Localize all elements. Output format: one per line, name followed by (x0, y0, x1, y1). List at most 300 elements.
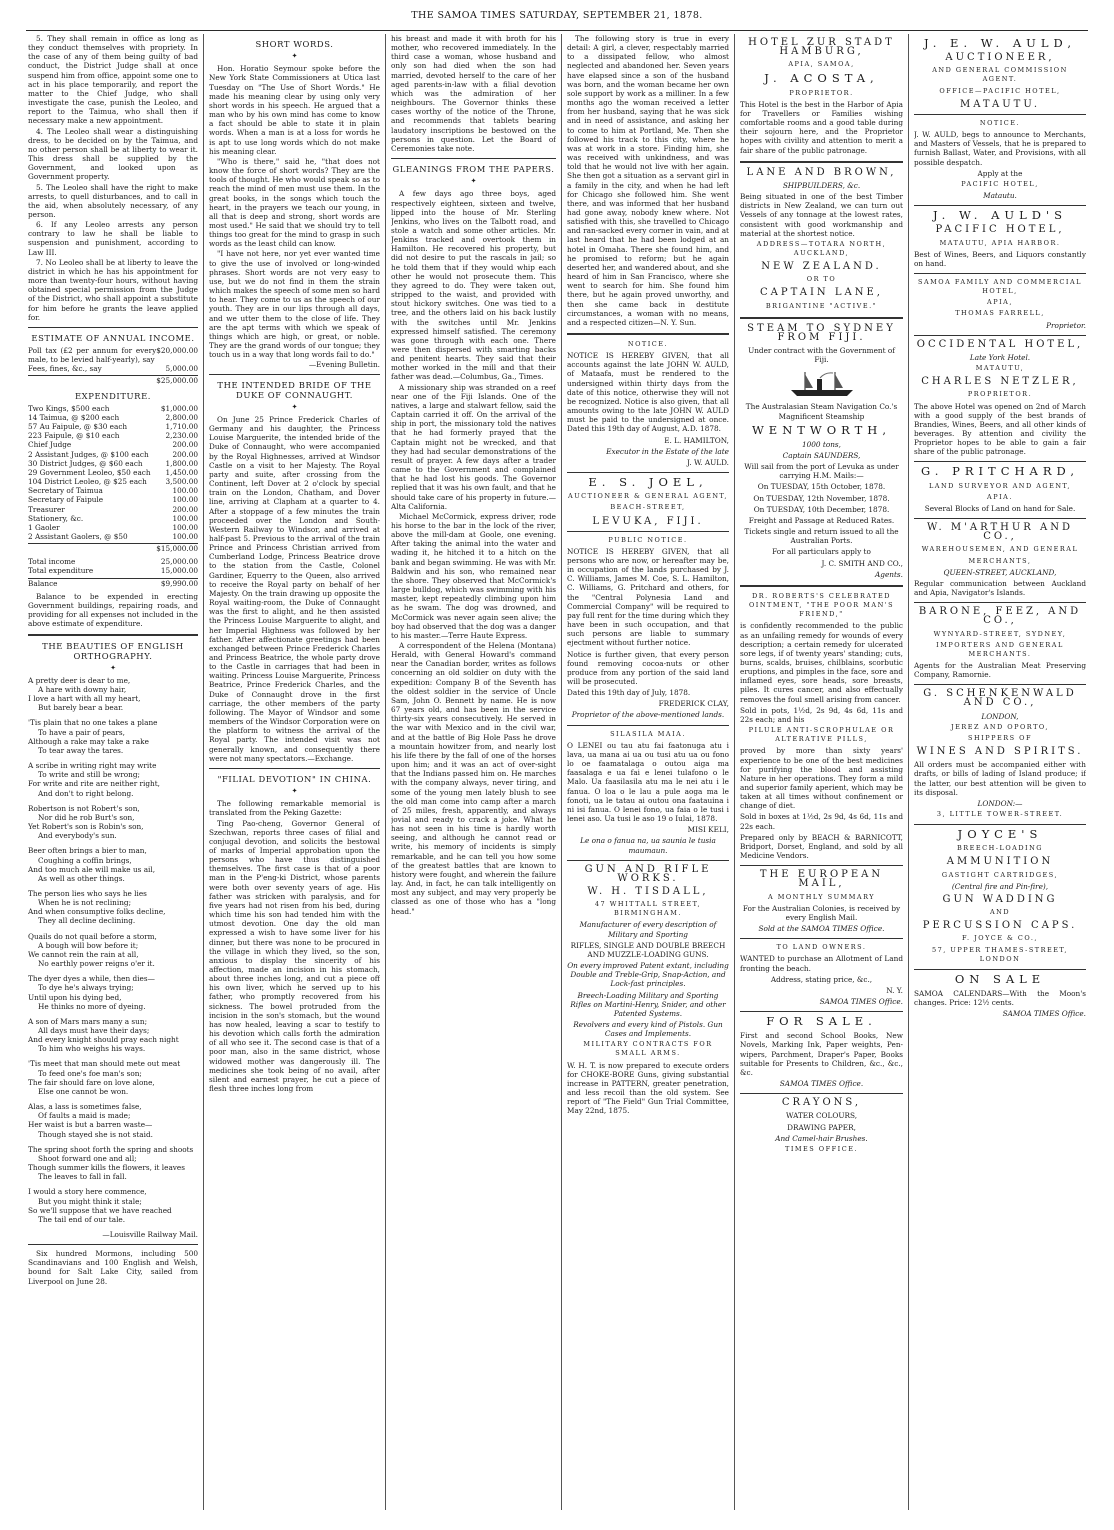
schenkenwald-advert (914, 689, 1086, 819)
advert-heading: G. PRITCHARD, (921, 464, 1079, 479)
poem-line: 'Tis plain that no one takes a plane (28, 718, 158, 728)
expenditure-table (28, 404, 198, 554)
advert-heading: LANE AND BROWN, (746, 166, 897, 178)
advert-place: LONDON, (981, 711, 1019, 721)
advert-address: 47 WHITTALL STREET, BIRMINGHAM. (594, 900, 702, 918)
poem-line: As well as other things. (38, 873, 125, 883)
advert-body: SAMOA CALENDARS—With the Moon's changes. Price: 12½ cents. (914, 989, 1086, 1008)
poem-line: Though summer kills the flowers, it leaves (28, 1163, 185, 1173)
auld-auctioneer-advert (914, 36, 1086, 110)
advert-line: The Australasian Steam Navigation Co.'s Magnificent Steamship (745, 402, 898, 421)
advert-line: PERCUSSION CAPS. (922, 920, 1078, 932)
divider (567, 860, 729, 861)
poem-line: A son of Mars mars many a sun; (28, 1016, 148, 1026)
advert-line: GUN WADDING (942, 893, 1058, 905)
advert-sub: SHIPBUILDERS, &c. (782, 180, 861, 190)
poem-line: Although a rake may take a rake (28, 736, 149, 746)
advert-address: ADDRESS—TOTARA NORTH, AUCKLAND, (756, 239, 887, 257)
notice-body: O LENEI ou tau atu fai faatonuga atu i lava, ua mana ai ua ou tusi atu ua ou fono lo oe faamatalaga o outou aiga ma faasalaga e ua fai e lenei tulafono o le Malo. Ua faasilasila atu ma le nei atu i le fanua. O loa o le lau a pule aoga ma le fonoti, ua le tatau ai outou ona faatauina i ni isi fanua. O lenei fono, ua faia o le tusi i lenei aso. Ua tusi le aso 19 o Iulai, 1878. (567, 740, 729, 824)
poem-line: Beer often brings a bier to man, (28, 846, 147, 856)
advert-heading: BARONE, FEEZ, AND CO., (918, 606, 1082, 627)
notice-body: J. W. AULD, begs to announce to Merchants, and Masters of Vessels, that he is prepared to furnish Ballast, Water, and Provisions, with all possible despatch. (914, 130, 1086, 167)
advert-body: Sold in boxes at 1½d, 2s 9d, 4s 6d, 11s and 22s each. (740, 812, 903, 831)
advert-sub: WAREHOUSEMEN, AND GENERAL (921, 545, 1079, 554)
advert-line: DRAWING PAPER, (787, 1122, 856, 1132)
advert-sub: AUCTIONEER & GENERAL AGENT, (568, 492, 728, 501)
article-paragraph: Ting Pao-cheng, Governor General of Szechwan, reports three cases of filial and conjugal devotion, and solicits the bestowal of marks of Imperial approbation upon the persons who have thus distinguished themselves. The first case is that of a poor man in the P'eng-ki District, whose parents were both over seventy years of age. His father was stricken with paralysis, and for five years had not risen from his bed, during which time his son had tended him with the utmost devotion. One day the old man expressed a wish to have some liver for his dinner, but there was none to be procured in the village in which they lived, so the son, anxious to display the sincerity of his affection, made an incision in his stomach, about three inches long, and cut a piece off his own liver, which he served up to his father, who promptly recovered from his sickness. The bowel protruded from the incision in the son's stomach, but the wound has now healed, leaving a scar to testify to his devotion which calls forth the admiration of all who see it. The second case is that of a poor man, also in the same district, whose widowed mother was dangerously ill. The medicines she took being of no avail, after silent and earnest prayer, he cut a piece of flesh three inches long from (209, 818, 380, 1094)
advert-company: F. JOYCE & CO., (962, 934, 1038, 943)
ledger-row: 104 District Leoleo, @ $25 each 3,500.00 (28, 477, 198, 487)
divider (914, 273, 1086, 274)
poem-line: We cannot rein the rain at all, (28, 949, 139, 959)
divider (914, 969, 1086, 970)
totals-table (28, 557, 198, 587)
ledger-row: 57 Au Faipule, @ $30 each 1,710.00 (28, 422, 198, 432)
notice-title: SILASILA MAIA. (610, 729, 686, 738)
notice-title: NOTICE. (979, 118, 1021, 127)
advert-body: For the Australian Colonies, is received by every English Mail. (742, 903, 901, 922)
gleanings-title: GLEANINGS FROM THE PAPERS. (392, 164, 555, 175)
advert-place: MATAUTU. (959, 98, 1041, 110)
poem-line: Her waist is but a barren waste— (28, 1120, 153, 1130)
rule-paragraph: 6. If any Leoleo arrests any person contrary to law he shall be liable to suspension and punishment, according to Law III. (28, 220, 198, 257)
advert-line: Sold at the SAMOA TIMES Office. (758, 924, 885, 934)
ledger-row: 1 Gaoler 100.00 (28, 522, 198, 532)
poem-line: A scribe in writing right may write (28, 761, 157, 771)
notice-title: PUBLIC NOTICE. (608, 535, 688, 544)
poem-line: The leaves to fall in fall. (38, 1172, 127, 1182)
divider (567, 472, 729, 473)
sailing-date: On TUESDAY, 12th November, 1878. (753, 493, 890, 503)
divider (740, 585, 903, 587)
poem-line: Yet Robert's son is Robin's son, (28, 822, 144, 832)
divider (28, 1244, 198, 1245)
ledger-row: 2 Assistant Judges, @ $100 each 200.00 (28, 449, 198, 459)
ledger-row: 30 District Judges, @ $60 each 1,800.00 (28, 458, 198, 468)
poem-line: Else one cannot be won. (38, 1086, 129, 1096)
poem-line: And don't to right belong. (38, 788, 134, 798)
advert-line: GASTIGHT CARTRIDGES, (941, 870, 1059, 879)
rule-paragraph: 7. No Leoleo shall be at liberty to leave the district in which he has his appointment for more than twenty-four hours, without having obtained special permission from the Judge of the District, who shall appoint a substitute for him before he grants the leave applied for. (28, 257, 198, 322)
auld-estate-notice (567, 340, 729, 467)
poem-line: A bough will bow before it; (38, 940, 139, 950)
advert-goods: WINES AND SPIRITS. (916, 746, 1084, 758)
advert-owner: J. ACOSTA, (764, 71, 879, 86)
advert-line: SAMOA TIMES Office. (779, 1079, 864, 1089)
advert-line: Captain SAUNDERS, (782, 451, 861, 460)
advert-line: Will sail from the port of Levuka as under carrying H.M. Mails:— (744, 462, 899, 481)
poem-line: Shoot forward one and all; (38, 1153, 137, 1163)
samoan-notice (567, 730, 729, 855)
divider (567, 333, 729, 335)
article-paragraph: A correspondent of the Helena (Montana) Herald, with General Howard's command near the Canadian border, writes as follows concerning an old soldier on duty with the expedition: Company B of the Seventh has the oldest soldier in the service of Uncle Sam, John O. Bennett by name. He is now 67 years old, and has been in the service thirty-six years consecutively. He served in the war with Mexico and in the civil war, and at the battle of Big Hole Pass he drove a mountain howitzer from, and nearly lost his life there by the fall of one of the horses upon him; and it was an act of over-sight that the Indians passed him on. He marches with the company always, never tiring, and some of the young men lately blush to see the old man come into camp after a march of 25 miles, fresh, apparently, and always jovial and ready to crack a joke. What he has not seen in his time is hardly worth seeing, and although he cannot read or write, his memory of incidents is simply remarkable, and he can tell you how some of the greatest battles that are known to history were fought, and wherein the failure lay. And, in fact, he can talk intelligently on most any subject, and may very properly be classed as one of those who has a "long head." (391, 641, 556, 916)
auld-notice (914, 119, 1086, 200)
advert-line: OR TO (806, 275, 837, 284)
divider (740, 1011, 903, 1012)
ornament-icon: ✦ (291, 402, 298, 411)
ledger-row: Secretary of Taimua 100.00 (28, 486, 198, 496)
column-divider (734, 34, 735, 1510)
poem-line: To write and still be wrong; (38, 770, 140, 780)
advert-role: LAND SURVEYOR AND AGENT, (928, 481, 1071, 490)
poem-line: For write and rite are neither right, (28, 779, 160, 789)
poem-line: Though stayed she is not staid. (38, 1129, 153, 1139)
divider (740, 865, 903, 866)
column-1 (28, 34, 198, 1510)
advert-body: All orders must be accompanied either with drafts, or bills of lading of Island produce; if the latter, our best attention will be given to its disposal. (914, 760, 1086, 797)
sailing-date: On TUESDAY, 10th December, 1878. (753, 504, 890, 514)
column-3 (391, 34, 556, 1510)
estimate-title: ESTIMATE OF ANNUAL INCOME. (31, 332, 195, 343)
advert-role: Proprietor. (1046, 320, 1086, 330)
rule-paragraph: 4. The Leoleo shall wear a distinguishing dress, to be decided on by the Taimua, and no other person shall be at liberty to wear it. This dress shall be supplied by the Government, and looked upon as Government property. (28, 126, 198, 182)
divider (391, 158, 556, 159)
advert-address: 57, UPPER THAMES-STREET, LONDON (932, 945, 1068, 963)
advert-sub: IMPORTERS AND GENERAL MERCHANTS. (936, 640, 1064, 658)
advert-owner: THOMAS FARRELL, (955, 309, 1045, 318)
barone-feez-advert (914, 607, 1086, 679)
divider (914, 518, 1086, 519)
masthead: THE SAMOA TIMES SATURDAY, SEPTEMBER 21, 1878. (411, 10, 703, 21)
balance-note: Balance to be expended in erecting Government buildings, repairing roads, and providing for all expenses not included in the above estimate of expenditure. (28, 591, 198, 629)
ledger-row: 2 Assistant Gaolers, @ $50 100.00 (28, 531, 198, 541)
article-paragraph: "Who is there," said he, "that does not know the force of short words? They are the tools of thought. He who would speak so as to reach the mind of men must use them. In the great books, in the songs which touch the heart, in the prayers we teach our young, in all that is deep and strong, short words are most used." He said that we should try to tell things too great for the mind to grasp in such words as the least child can know. (209, 156, 380, 249)
samoa-hotel-advert (914, 278, 1086, 330)
divider (740, 161, 903, 163)
signature: FREDERICK CLAY, (658, 699, 729, 709)
poem (28, 676, 198, 1230)
advert-heading: FOR SALE. (766, 1014, 877, 1029)
occidental-hotel-advert (914, 340, 1086, 457)
advert-heading: J. E. W. AULD, (924, 36, 1076, 50)
divider (567, 531, 729, 532)
sailing-date: On TUESDAY, 15th October, 1878. (757, 482, 886, 492)
advert-line: Apply at the (977, 168, 1023, 178)
crayons-advert (740, 1098, 903, 1154)
advert-office: TIMES OFFICE. (784, 1144, 859, 1153)
poem-line: When he is not reclining; (38, 898, 132, 908)
divider (740, 938, 903, 939)
advert-street: BEACH-STREET, (610, 503, 686, 512)
advert-owner: CHARLES NETZLER, (921, 376, 1079, 388)
poem-line: 'Tis meet that man should mete out meat (28, 1059, 181, 1069)
ledger-row: Stationery, &c. 100.00 (28, 513, 198, 523)
advert-body: The above Hotel was opened on 2nd of March with a good supply of the best brands of Brandies, Wines, Beers, and all other kinds of beverages. By attention and civility the Proprietor hopes to be able to gain a fair share of the public patronage. (914, 401, 1086, 457)
advert-role: PROPRIETOR. (789, 88, 854, 97)
advert-body: Agents for the Australian Meat Preserving Company, Ramornie. (914, 660, 1086, 680)
roberts-advert (740, 592, 903, 860)
advert-line: And Camel-hair Brushes. (775, 1133, 868, 1143)
advert-line: (Central fire and Pin-fire), (951, 881, 1049, 891)
advert-sub: AND GENERAL COMMISSION AGENT. (932, 66, 1068, 84)
ornament-icon: ✦ (291, 787, 298, 796)
column-2 (209, 34, 380, 1510)
poem-line: All days must have their days; (38, 1026, 150, 1035)
advert-role: PROPRIETOR. (967, 390, 1033, 399)
signature: J. C. SMITH AND CO., (821, 558, 903, 568)
advert-role: SHIPPERS OF (968, 733, 1032, 742)
article-paragraph: On June 25 Prince Frederick Charles of Germany and his daughter, the Princess Louise Marguerite, the intended bride of the Duke of Connaught, who were accompanied by the Royal Highnesses, arrived at Windsor Castle on a visit to her Majesty. The Royal party and suite, after crossing from the Continent, left Dover at 2 o'clock by special train on the London, Chatham, and Dover line, arriving at Clapham at a quarter to 4. After a stoppage of a few minutes the train proceeded over the London and South-Western Railway to Windsor, and arrived at half-past 5. Previous to the arrival of the train Prince and Princess Christian arrived from Cumberland Lodge, Princess Beatrice drove to the station from the Castle, Colonel Gardiner, Equerry to the Queen, also arrived to receive the Royal party on behalf of her Majesty. On the train drawing up opposite the Royal waiting-room, the Duke of Connaught was the first to alight, and he then assisted the Princess Louise Marguerite to alight, and her Imperial Highness was followed by her father. After affectionate greetings had been exchanged between Prince Frederick Charles and Princess Beatrice, the whole party drove to the Castle in carriages that had been in waiting. Princess Louise Marguerite, Princess Beatrice, Prince Frederick Charles, and the Duke of Connaught drove in the first carriage, the other members of the party following. The Mayor of Windsor and some members of the Windsor Corporation were on the platform to witness the arrival of the Royal party. The intended visit was not generally known, and consequently there were not many spectators.—Exchange. (209, 414, 380, 763)
advert-line: AND (989, 908, 1011, 917)
advert-line: On every improved Patent extant, including Double and Treble-Grip, Snap-Action, and Lock-fast principles. (567, 961, 729, 989)
poem-line: But you might think it stale; (38, 1196, 142, 1206)
signature: Agents. (875, 569, 903, 579)
advert-place: APIA. (987, 492, 1013, 501)
notice-body: Notice is further given, that every person found removing cocoa-nuts or other produce from any portion of the said land will be prosecuted. (567, 649, 729, 686)
advert-place: MATAUTU, APIA HARBOR. (939, 238, 1061, 247)
ledger-row: 14 Taimua, @ $200 each 2,800.00 (28, 412, 198, 422)
joel-advert (567, 475, 729, 527)
advert-body: Prepared only by BEACH & BARNICOTT, Bridport, Dorset, England, and sold by all Medicine Vendors. (740, 832, 903, 861)
column-divider (561, 34, 562, 1510)
divider (28, 634, 198, 636)
column-4 (567, 34, 729, 1510)
divider (914, 335, 1086, 336)
poem-line: A pretty deer is dear to me, (28, 675, 131, 685)
advert-heading: ON SALE (954, 971, 1046, 986)
advert-line: W. H. T. is now prepared to execute orders for CHOKE-BORE Guns, giving substantial increase in PATTERN, greater penetration, and less recoil than the old system. See report of "The Field" Gun Trial Committee, May 22nd, 1875. (567, 1060, 729, 1116)
poem-line: The tail end of our tale. (38, 1214, 126, 1224)
advert-line: RIFLES, SINGLE AND DOUBLE BREECH AND MUZZLE-LOADING GUNS. (570, 940, 726, 959)
advert-line: AMMUNITION (946, 856, 1054, 868)
advert-heading: HOTEL ZUR STADT HAMBURG, (748, 37, 895, 58)
ornament-icon: ✦ (110, 663, 116, 672)
poem-source: —Louisville Railway Mail. (102, 1229, 198, 1239)
bride-title: THE INTENDED BRIDE OF THE DUKE OF CONNAUGHT. (217, 380, 372, 400)
notice-body: NOTICE IS HEREBY GIVEN, that all accounts against the late JOHN W. AULD, of Mataafa, must be rendered to the undersigned within thirty days from the date of this notice, otherwise they will not be recognized. Notice is also given, that all amounts owing to the late JOHN W. AULD must be paid to the undersigned at once. Dated this 19th day of August, A.D. 1878. (567, 351, 729, 434)
poem-line: To dye he's always trying; (38, 983, 134, 993)
pritchard-advert (914, 464, 1086, 513)
signature: J. W. AULD. (686, 457, 729, 467)
ledger-row: Poll tax (£2 per annum for every male, to be levied half-yearly), say $20,000.00 (28, 346, 198, 365)
rule-paragraph: 5. The Leoleo shall have the right to make arrests, to quell disturbances, and to call in the aid, when absolutely necessary, of any person. (28, 182, 198, 219)
ledger-row: Two Kings, $500 each $1,000.00 (28, 403, 198, 413)
advert-sub: Under contract with the Government of Fiji. (748, 346, 895, 365)
advert-line: Manufacturer of every description of Military and Sporting (579, 920, 717, 939)
advert-heading: PILULE ANTI-SCROPHULAE OR ALTERATIVE PILLS, (748, 726, 895, 744)
poem-line: Until upon his dying bed, (28, 992, 122, 1002)
signature: SAMOA TIMES Office. (819, 996, 903, 1006)
poem-line: But barely bear a bear. (38, 703, 124, 713)
income-table (28, 346, 198, 386)
poem-line: The spring shoot forth the spring and shoots (28, 1144, 194, 1154)
advert-body: is confidently recommended to the public as an unfailing remedy for wounds of every description; a certain remedy for ulcerated sore legs, if of twenty years' standing; cuts, burns, scalds, bruises, chilblains, scorbutic eruptions, and pimples in the face, sore and inflamed eyes, sore heads, sore breasts, piles. It cures cancer, and also effectually removes the foul smell arising from cancer. (740, 621, 903, 704)
advert-line: Breech-Loading Military and Sporting Rifles on Martini-Henry, Snider, and other Patented Systems. (570, 990, 726, 1018)
steamship-icon (787, 368, 857, 398)
advert-line: Revolvers and every kind of Pistols. Gun Cases and Implements. (573, 1020, 723, 1039)
advert-line: WATER COLOURS, (785, 1111, 858, 1121)
poem-title: THE BEAUTIES OF ENGLISH ORTHOGRAPHY. (42, 641, 184, 661)
european-mail-advert (740, 870, 903, 933)
advert-line: Tickets single and return issued to all the Australian Ports. (744, 527, 899, 546)
advert-body: Regular communication between Auckland and Apia, Navigator's Islands. (914, 578, 1086, 598)
ledger-row: Secretary of Faipule 100.00 (28, 495, 198, 505)
poem-line: Of faults a maid is made; (38, 1111, 131, 1121)
column-6 (914, 34, 1086, 1510)
signature: MISI KELI, (687, 825, 729, 835)
advert-ship: WENTWORTH, (751, 422, 891, 437)
ledger-row: 29 Government Leoleo, $50 each 1,450.00 (28, 467, 198, 477)
advert-body: Several Blocks of Land on hand for Sale. (924, 503, 1076, 513)
advert-heading: CRAYONS, (781, 1097, 862, 1109)
advert-office: OFFICE—PACIFIC HOTEL, (939, 86, 1061, 95)
poem-line: And too much ale will make us ail, (28, 864, 156, 874)
ledger-row: 223 Faipule, @ $10 each 2,230.00 (28, 431, 198, 441)
poem-line: The fair should fare on love alone, (28, 1077, 155, 1087)
divider (914, 114, 1086, 115)
divider (914, 205, 1086, 206)
advert-heading: JOYCE'S (957, 827, 1043, 842)
signature: N. Y. (886, 985, 903, 995)
divider (914, 824, 1086, 825)
advert-line: Late York Hotel. (969, 352, 1031, 362)
advert-office: SAMOA TIMES Office. (1002, 1009, 1086, 1019)
advert-line: LONDON:— (977, 798, 1023, 808)
advert-heading: G. SCHENKENWALD AND CO., (923, 688, 1077, 709)
mcarthur-advert (914, 523, 1086, 597)
divider (914, 684, 1086, 685)
advert-place: APIA, (987, 298, 1013, 307)
page-header (0, 0, 1114, 30)
advert-heading: SAMOA FAMILY AND COMMERCIAL HOTEL, (918, 277, 1082, 296)
ornament-icon: ✦ (470, 177, 477, 186)
signature: Le ona o fanua na, ua saunia le tusia maumaun. (580, 836, 716, 855)
pacific-hotel-advert (914, 208, 1086, 268)
advert-body: First and second School Books, New Novels, Marking Ink, Paper weights, Pen-wipers, Parchment, Draper's Paper, Books suitable for Presents to Children, &c., &c., &c. (740, 1031, 903, 1077)
divider (209, 768, 380, 769)
poem-line: Coughing a coffin brings, (38, 855, 132, 865)
gun-works-advert (567, 865, 729, 1116)
notice-body: Dated this 19th day of July, 1878. (567, 688, 691, 698)
advert-town: LEVUKA, FIJI. (592, 515, 704, 527)
advert-body: This Hotel is the best in the Harbor of Apia for Travellers or Families wishing comfortable rooms and a good table during their sojourn here, and the Proprietor hopes with civility and attention to merit a fair share of the public patronage. (740, 99, 903, 155)
ledger-row: Treasurer 200.00 (28, 504, 198, 514)
for-sale-advert (740, 1014, 903, 1089)
poem-line: The dyer dyes a while, then dies— (28, 974, 155, 984)
advert-body: proved by more than sixty years' experience to be one of the best medicines for purifying the blood and assisting Nature in her operations. They form a mild and superior family aperient, which may be taken at all times without confinement or change of diet. (740, 746, 903, 811)
advert-heading: DR. ROBERTS'S CELEBRATED OINTMENT, "THE POOR MAN'S FRIEND," (748, 591, 895, 619)
short-words-title: SHORT WORDS. (255, 39, 334, 49)
signature: Proprietor of the above-mentioned lands. (571, 710, 725, 720)
advert-body: Being situated in one of the best Timber districts in New Zealand, we can turn out Vessels of any tonnage at the lowest rates, consistent with good workmanship and material at the shortest notice. (740, 192, 903, 238)
divider (914, 602, 1086, 603)
poem-line: Quails do not quail before a storm, (28, 931, 157, 941)
advert-sub: BREECH-LOADING (957, 844, 1043, 853)
poem-line: A hare with downy hair, (38, 685, 127, 694)
advert-line: 1000 tons, (802, 439, 841, 449)
poem-line: And when consumptive folks decline, (28, 907, 166, 917)
divider (740, 317, 903, 319)
article-source: —Evening Bulletin. (308, 360, 380, 370)
advert-place: WYNYARD-STREET, SYDNEY, (933, 629, 1067, 638)
divider (914, 461, 1086, 462)
land-owners-advert (740, 943, 903, 1006)
on-sale-advert (914, 971, 1086, 1019)
advert-heading: E. S. JOEL, (588, 475, 708, 490)
ledger-row: Balance $9,990.00 (28, 578, 198, 588)
advert-place: JEREZ AND OPORTO, (951, 722, 1049, 731)
poem-line: I love a hart with all my heart, (28, 694, 141, 704)
advert-line: Address, stating price, &c., (770, 974, 873, 984)
ledger-row: Total income 25,000.00 (28, 557, 198, 567)
article-paragraph: A few days ago three boys, aged respectively eighteen, sixteen and twelve, lipped into the house of Mr. Sterling Jenkins, who lives on the Talbott road, and stole a watch and some other articles. Mr. Jenkins tracked and overtook them in Hamilton. He recovered his property, but did not desire to put the rascals in jail; so he told them that if they would whip each other he would not prosecute them. This they agreed to do. They were taken out, stripped to the waist, and provided with stout hickory switches. One was tied to a tree, and the others laid on his back lustily with the switches until Mr. Jenkins expressed himself satisfied. The ceremony was gone through with each one. There were then dispersed with smarting backs and penitent hearts. They said that their mother worked in the mill and that their father was dead.—Columbus, Ga., Times. (391, 189, 556, 382)
column-5 (740, 34, 903, 1510)
steam-advert (740, 324, 903, 579)
advert-line: Freight and Passage at Reduced Rates. (748, 515, 895, 525)
advert-heading: STEAM TO SYDNEY FROM FIJI. (747, 322, 896, 343)
poem-line: Alas, a lass is sometimes false, (28, 1102, 142, 1112)
advert-heading: OCCIDENTAL HOTEL, (916, 338, 1084, 350)
rule-paragraph: 5. They shall remain in office as long as they conduct themselves with propriety. In the case of any of them being guilty of bad conduct, the District Judge shall at once suspend him from office, appoint some one to act in his place temporarily, and report the matter to the Chief Judge, who shall investigate the case, punish the Leoleo, and report to the Taimua, who shall then if necessary make a new appointment. (28, 34, 198, 126)
advert-body: WANTED to purchase an Allotment of Land fronting the beach. (740, 954, 903, 973)
expenditure-title: EXPENDITURE. (74, 390, 152, 401)
advert-body: Sold in pots, 1½d, 2s 9d, 4s 6d, 11s and 22s each; and his (740, 705, 903, 724)
mormons-item: Six hundred Mormons, including 500 Scandinavians and 100 English and Welsh, bound for Salt Lake City, sailed from Liverpool on June 28. (28, 1249, 198, 1286)
advert-heading: GUN AND RIFLE WORKS. (584, 863, 712, 884)
signature: E. L. HAMILTON, (664, 435, 729, 445)
ledger-row: Chief Judge 200.00 (28, 440, 198, 450)
lane-brown-advert (740, 168, 903, 311)
poem-line: No earthly power reigns o'er it. (38, 959, 155, 969)
column-divider (385, 34, 386, 1510)
poem-line: The person lies who says he lies (28, 888, 147, 898)
joyce-advert (914, 827, 1086, 964)
advert-address: 3, LITTLE TOWER-STREET. (936, 810, 1064, 818)
article-paragraph: The following story is true in every detail: A girl, a clever, respectably married to a dissipated fellow, who almost neglected and abandoned her. Seven years have elapsed since a son of the husband was born, and the woman became her own sole support by work as a milliner. In a few months ago the woman received a letter from her husband, saying that he was sick and in need of assistance, and asking her to come to him at Portland, Me. Then she followed his track to this city, where he was at work in a store. Finding him, she was received with unkindness, and was told that he would not live with her again. She then got a situation as a servant girl in a family in the city, and when he had left for Chicago she followed him. She went there, and was informed that her husband had gone away, nobody knew where. Not satisfied with this, she travelled to Chicago and ran-sacked every corner in vain, and at last heard that he had been lodged at an hotel in Omaha. There she found him, and he promised to reform; but he again deserted her, and wandered about, and she heard of him in San Francisco, where she went to search for him. She found him there, but he again proved unworthy, and then she came back in destitute circumstances, a woman with no means, and a respected citizen—N. Y. Sun. (567, 34, 729, 327)
advert-sub: A MONTHLY SUMMARY (767, 892, 876, 901)
advert-place: APIA, SAMOA, (788, 60, 855, 69)
article-paragraph: Michael McCormick, express driver, rode his horse to the bar in the lock of the river, above the mill-dam at Goole, one evening. After taking the animal into the water and wading it, he hitched it to a hitch on the bank and began swimming. He was with Mr. Baldwin and his son, who remained near the shore. They observed that McCormick's large bulldog, which was swimming with his master, kept repeatedly climbing upon him as he swam. The dog was drowned, and McCormick was never again seen alive; the boy had observed that the dog was a danger to his master.—Terre Haute Express. (391, 511, 556, 640)
poem-line: And every knight should pray each night (28, 1035, 179, 1045)
poem-line: Robertson is not Robert's son, (28, 803, 140, 813)
poem-line: To feed one's foe man's son; (38, 1068, 142, 1078)
advert-line: PACIFIC HOTEL, (961, 179, 1039, 188)
advert-ship: BRIGANTINE "ACTIVE." (765, 301, 878, 310)
advert-heading: TO LAND OWNERS. (776, 943, 867, 952)
advert-heading: W. M'ARTHUR AND CO., (927, 522, 1073, 543)
signature: Executor in the Estate of the late (606, 446, 729, 456)
advert-heading: J. W. AULD'S (932, 208, 1068, 223)
advert-name: PACIFIC HOTEL, (935, 224, 1065, 236)
poem-line: And everybody's sun. (38, 831, 117, 841)
advert-place: QUEEN-STREET, AUCKLAND, (943, 567, 1057, 577)
advert-body: Best of Wines, Beers, and Liquors constantly on hand. (914, 249, 1086, 268)
poem-line: So we'll suppose that we have reached (28, 1205, 172, 1215)
advert-line: For all particulars apply to (772, 547, 871, 557)
poem-line: To him who weighs his ways. (38, 1044, 146, 1054)
advert-line: Matautu. (983, 191, 1017, 201)
ledger-row: Fees, fines, &c., say 5,000.00 (28, 364, 198, 374)
column-divider (203, 34, 204, 1510)
article-paragraph: A missionary ship was stranded on a reef near one of the Fiji Islands. One of the natives, a large and stalwart fellow, said the Captain carried it off. On the arrival of the ship in port, the missionary told the natives that he had formerly prayed that the Captain might not be wrecked, and that they had had secular demonstrations of the result of prayer. A few days after a trader came to the Government and complained that he had lost his goods. The Governor replied that it was his own fault, and that he should take care of his property in future.—Alta California. (391, 382, 556, 511)
advert-heading: THE EUROPEAN MAIL, (759, 869, 884, 890)
notice-title: NOTICE. (627, 340, 669, 348)
poem-line: I would a story here commence, (28, 1187, 147, 1197)
divider (567, 725, 729, 726)
poem-line: To tear away the tares. (38, 745, 124, 755)
public-notice (567, 536, 729, 720)
advert-name: W. H. TISDALL, (587, 885, 709, 897)
ledger-row: $25,000.00 (28, 375, 198, 385)
advert-line: MILITARY CONTRACTS FOR SMALL ARMS. (583, 1040, 713, 1058)
advert-captain: CAPTAIN LANE, (760, 287, 883, 299)
divider (740, 1093, 903, 1094)
article-paragraph: his breast and made it with broth for his mother, who recovered immediately. In the third case a woman, whose husband and only son had died when the son had married, devoted herself to the care of her aged parents-in-law with a filial devotion which was the admiration of her neighbours. The Governor thinks these cases worthy of the notice of the Throne, and recommends that tablets bearing laudatory inscriptions be bestowed on the persons in question. Let the Board of Ceremonies take note. (391, 34, 556, 153)
column-divider (908, 34, 909, 1510)
ledger-row: $15,000.00 (28, 543, 198, 553)
advert-role: AUCTIONEER, (945, 52, 1055, 64)
divider (209, 374, 380, 375)
